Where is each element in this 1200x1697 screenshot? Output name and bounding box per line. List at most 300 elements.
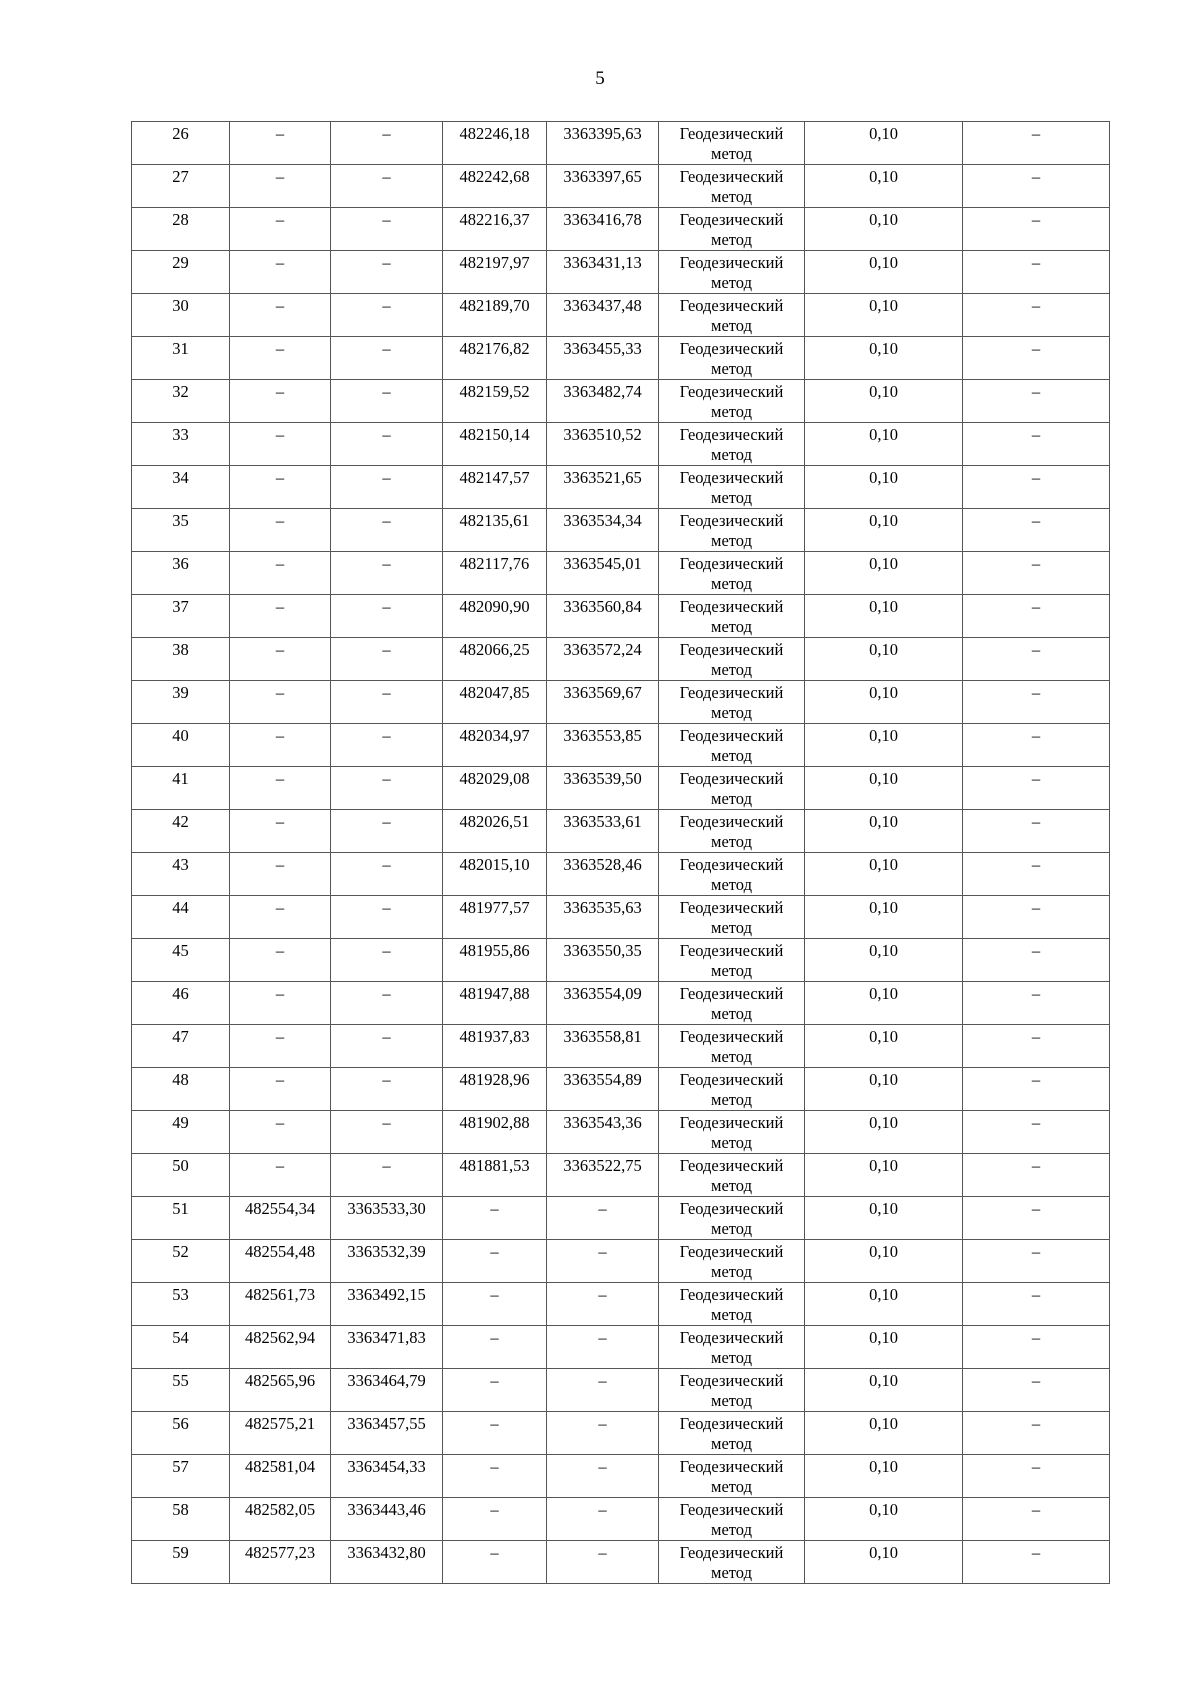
new-x-cell: – <box>443 1326 547 1369</box>
table-row <box>132 595 1110 638</box>
new-y-cell: 3363522,75 <box>547 1154 659 1197</box>
existing-y-cell: – <box>331 294 443 337</box>
existing-y-cell: – <box>331 1068 443 1111</box>
existing-x-cell: 482575,21 <box>230 1412 331 1455</box>
new-x-cell: 482034,97 <box>443 724 547 767</box>
new-y-cell: 3363455,33 <box>547 337 659 380</box>
accuracy-cell: 0,10 <box>805 1283 963 1326</box>
new-x-cell: – <box>443 1283 547 1326</box>
point-number-cell: 32 <box>132 380 230 423</box>
existing-x-cell: 482561,73 <box>230 1283 331 1326</box>
point-number-cell: 27 <box>132 165 230 208</box>
accuracy-cell: 0,10 <box>805 724 963 767</box>
existing-y-cell: – <box>331 165 443 208</box>
existing-y-cell: 3363492,15 <box>331 1283 443 1326</box>
accuracy-cell: 0,10 <box>805 1369 963 1412</box>
point-number-cell: 57 <box>132 1455 230 1498</box>
new-x-cell: 482047,85 <box>443 681 547 724</box>
existing-x-cell: 482562,94 <box>230 1326 331 1369</box>
new-x-cell: 481955,86 <box>443 939 547 982</box>
new-y-cell: 3363553,85 <box>547 724 659 767</box>
point-number-cell: 35 <box>132 509 230 552</box>
method-cell: Геодезический метод <box>659 1025 805 1068</box>
new-y-cell: 3363395,63 <box>547 122 659 165</box>
point-number-cell: 38 <box>132 638 230 681</box>
method-cell: Геодезический метод <box>659 1154 805 1197</box>
new-x-cell: 482242,68 <box>443 165 547 208</box>
new-y-cell: 3363482,74 <box>547 380 659 423</box>
method-cell: Геодезический метод <box>659 122 805 165</box>
new-y-cell: 3363572,24 <box>547 638 659 681</box>
new-y-cell: – <box>547 1197 659 1240</box>
notes-cell: – <box>963 1541 1110 1584</box>
existing-x-cell: – <box>230 423 331 466</box>
notes-cell: – <box>963 251 1110 294</box>
notes-cell: – <box>963 466 1110 509</box>
new-y-cell: 3363528,46 <box>547 853 659 896</box>
existing-y-cell: – <box>331 767 443 810</box>
existing-x-cell: 482565,96 <box>230 1369 331 1412</box>
point-number-cell: 53 <box>132 1283 230 1326</box>
point-number-cell: 41 <box>132 767 230 810</box>
method-cell: Геодезический метод <box>659 509 805 552</box>
new-y-cell: 3363558,81 <box>547 1025 659 1068</box>
table-row <box>132 1369 1110 1412</box>
table-row <box>132 552 1110 595</box>
accuracy-cell: 0,10 <box>805 1412 963 1455</box>
table-row <box>132 896 1110 939</box>
method-cell: Геодезический метод <box>659 681 805 724</box>
new-x-cell: – <box>443 1541 547 1584</box>
accuracy-cell: 0,10 <box>805 423 963 466</box>
new-x-cell: 482150,14 <box>443 423 547 466</box>
existing-y-cell: – <box>331 1154 443 1197</box>
new-y-cell: 3363521,65 <box>547 466 659 509</box>
accuracy-cell: 0,10 <box>805 638 963 681</box>
new-y-cell: – <box>547 1240 659 1283</box>
new-x-cell: 482159,52 <box>443 380 547 423</box>
existing-y-cell: 3363432,80 <box>331 1541 443 1584</box>
accuracy-cell: 0,10 <box>805 1068 963 1111</box>
method-cell: Геодезический метод <box>659 767 805 810</box>
method-cell: Геодезический метод <box>659 1412 805 1455</box>
accuracy-cell: 0,10 <box>805 1326 963 1369</box>
new-x-cell: – <box>443 1197 547 1240</box>
new-y-cell: – <box>547 1283 659 1326</box>
table-row <box>132 294 1110 337</box>
existing-x-cell: – <box>230 853 331 896</box>
method-cell: Геодезический метод <box>659 423 805 466</box>
existing-x-cell: – <box>230 1068 331 1111</box>
method-cell: Геодезический метод <box>659 982 805 1025</box>
new-y-cell: – <box>547 1412 659 1455</box>
new-x-cell: 481947,88 <box>443 982 547 1025</box>
accuracy-cell: 0,10 <box>805 1240 963 1283</box>
table-row <box>132 939 1110 982</box>
method-cell: Геодезический метод <box>659 1455 805 1498</box>
point-number-cell: 52 <box>132 1240 230 1283</box>
new-x-cell: 482135,61 <box>443 509 547 552</box>
accuracy-cell: 0,10 <box>805 208 963 251</box>
existing-x-cell: 482582,05 <box>230 1498 331 1541</box>
method-cell: Геодезический метод <box>659 853 805 896</box>
existing-x-cell: – <box>230 552 331 595</box>
notes-cell: – <box>963 681 1110 724</box>
new-y-cell: 3363534,34 <box>547 509 659 552</box>
new-x-cell: 482189,70 <box>443 294 547 337</box>
notes-cell: – <box>963 208 1110 251</box>
notes-cell: – <box>963 509 1110 552</box>
notes-cell: – <box>963 1068 1110 1111</box>
existing-x-cell: – <box>230 251 331 294</box>
method-cell: Геодезический метод <box>659 595 805 638</box>
point-number-cell: 40 <box>132 724 230 767</box>
method-cell: Геодезический метод <box>659 1498 805 1541</box>
notes-cell: – <box>963 1412 1110 1455</box>
new-y-cell: 3363539,50 <box>547 767 659 810</box>
accuracy-cell: 0,10 <box>805 294 963 337</box>
existing-x-cell: – <box>230 982 331 1025</box>
table-row <box>132 1197 1110 1240</box>
existing-y-cell: – <box>331 1025 443 1068</box>
table-row <box>132 1025 1110 1068</box>
new-y-cell: – <box>547 1498 659 1541</box>
existing-x-cell: – <box>230 638 331 681</box>
notes-cell: – <box>963 1154 1110 1197</box>
existing-x-cell: – <box>230 1111 331 1154</box>
method-cell: Геодезический метод <box>659 165 805 208</box>
point-number-cell: 37 <box>132 595 230 638</box>
existing-y-cell: – <box>331 251 443 294</box>
point-number-cell: 48 <box>132 1068 230 1111</box>
new-x-cell: 481902,88 <box>443 1111 547 1154</box>
existing-y-cell: 3363464,79 <box>331 1369 443 1412</box>
table-row <box>132 337 1110 380</box>
notes-cell: – <box>963 767 1110 810</box>
existing-y-cell: 3363454,33 <box>331 1455 443 1498</box>
new-x-cell: 482090,90 <box>443 595 547 638</box>
new-x-cell: 482117,76 <box>443 552 547 595</box>
table-row <box>132 509 1110 552</box>
point-number-cell: 55 <box>132 1369 230 1412</box>
existing-x-cell: – <box>230 595 331 638</box>
method-cell: Геодезический метод <box>659 337 805 380</box>
new-y-cell: 3363510,52 <box>547 423 659 466</box>
point-number-cell: 45 <box>132 939 230 982</box>
table-row <box>132 208 1110 251</box>
existing-y-cell: 3363533,30 <box>331 1197 443 1240</box>
accuracy-cell: 0,10 <box>805 982 963 1025</box>
point-number-cell: 29 <box>132 251 230 294</box>
table-row <box>132 638 1110 681</box>
new-y-cell: 3363545,01 <box>547 552 659 595</box>
existing-y-cell: – <box>331 724 443 767</box>
method-cell: Геодезический метод <box>659 724 805 767</box>
method-cell: Геодезический метод <box>659 896 805 939</box>
notes-cell: – <box>963 1111 1110 1154</box>
existing-x-cell: – <box>230 294 331 337</box>
point-number-cell: 28 <box>132 208 230 251</box>
new-x-cell: – <box>443 1369 547 1412</box>
new-x-cell: 482015,10 <box>443 853 547 896</box>
table-row <box>132 681 1110 724</box>
accuracy-cell: 0,10 <box>805 552 963 595</box>
table-row <box>132 1240 1110 1283</box>
table-row <box>132 251 1110 294</box>
existing-y-cell: – <box>331 681 443 724</box>
accuracy-cell: 0,10 <box>805 1154 963 1197</box>
method-cell: Геодезический метод <box>659 1541 805 1584</box>
table-row <box>132 982 1110 1025</box>
existing-y-cell: – <box>331 380 443 423</box>
notes-cell: – <box>963 724 1110 767</box>
method-cell: Геодезический метод <box>659 638 805 681</box>
point-number-cell: 30 <box>132 294 230 337</box>
new-y-cell: 3363533,61 <box>547 810 659 853</box>
accuracy-cell: 0,10 <box>805 1197 963 1240</box>
method-cell: Геодезический метод <box>659 251 805 294</box>
method-cell: Геодезический метод <box>659 208 805 251</box>
existing-x-cell: – <box>230 896 331 939</box>
new-y-cell: – <box>547 1326 659 1369</box>
table-row <box>132 810 1110 853</box>
point-number-cell: 54 <box>132 1326 230 1369</box>
coordinates-table <box>131 121 1110 1584</box>
method-cell: Геодезический метод <box>659 552 805 595</box>
new-x-cell: 482216,37 <box>443 208 547 251</box>
notes-cell: – <box>963 552 1110 595</box>
notes-cell: – <box>963 1455 1110 1498</box>
point-number-cell: 43 <box>132 853 230 896</box>
new-y-cell: 3363535,63 <box>547 896 659 939</box>
point-number-cell: 56 <box>132 1412 230 1455</box>
table-row <box>132 122 1110 165</box>
existing-y-cell: 3363471,83 <box>331 1326 443 1369</box>
existing-y-cell: – <box>331 337 443 380</box>
existing-x-cell: – <box>230 509 331 552</box>
new-x-cell: 481977,57 <box>443 896 547 939</box>
existing-x-cell: – <box>230 1154 331 1197</box>
table-row <box>132 466 1110 509</box>
new-x-cell: – <box>443 1455 547 1498</box>
point-number-cell: 33 <box>132 423 230 466</box>
accuracy-cell: 0,10 <box>805 509 963 552</box>
existing-y-cell: – <box>331 208 443 251</box>
existing-x-cell: – <box>230 466 331 509</box>
point-number-cell: 42 <box>132 810 230 853</box>
existing-y-cell: 3363457,55 <box>331 1412 443 1455</box>
new-y-cell: – <box>547 1541 659 1584</box>
notes-cell: – <box>963 939 1110 982</box>
existing-y-cell: – <box>331 466 443 509</box>
page-number: 5 <box>595 68 605 89</box>
table-row <box>132 1154 1110 1197</box>
existing-x-cell: – <box>230 122 331 165</box>
notes-cell: – <box>963 1498 1110 1541</box>
accuracy-cell: 0,10 <box>805 1111 963 1154</box>
existing-x-cell: 482554,34 <box>230 1197 331 1240</box>
table-row <box>132 767 1110 810</box>
existing-y-cell: – <box>331 896 443 939</box>
accuracy-cell: 0,10 <box>805 380 963 423</box>
accuracy-cell: 0,10 <box>805 1455 963 1498</box>
point-number-cell: 50 <box>132 1154 230 1197</box>
existing-x-cell: 482554,48 <box>230 1240 331 1283</box>
existing-x-cell: – <box>230 380 331 423</box>
method-cell: Геодезический метод <box>659 294 805 337</box>
point-number-cell: 39 <box>132 681 230 724</box>
table-row <box>132 1498 1110 1541</box>
new-x-cell: – <box>443 1498 547 1541</box>
method-cell: Геодезический метод <box>659 1283 805 1326</box>
accuracy-cell: 0,10 <box>805 122 963 165</box>
point-number-cell: 59 <box>132 1541 230 1584</box>
existing-y-cell: – <box>331 509 443 552</box>
notes-cell: – <box>963 1240 1110 1283</box>
point-number-cell: 46 <box>132 982 230 1025</box>
existing-y-cell: – <box>331 595 443 638</box>
point-number-cell: 49 <box>132 1111 230 1154</box>
method-cell: Геодезический метод <box>659 1240 805 1283</box>
method-cell: Геодезический метод <box>659 810 805 853</box>
existing-y-cell: – <box>331 982 443 1025</box>
accuracy-cell: 0,10 <box>805 1025 963 1068</box>
method-cell: Геодезический метод <box>659 1111 805 1154</box>
notes-cell: – <box>963 1326 1110 1369</box>
existing-x-cell: – <box>230 1025 331 1068</box>
accuracy-cell: 0,10 <box>805 939 963 982</box>
method-cell: Геодезический метод <box>659 380 805 423</box>
notes-cell: – <box>963 595 1110 638</box>
notes-cell: – <box>963 1025 1110 1068</box>
notes-cell: – <box>963 1197 1110 1240</box>
new-y-cell: – <box>547 1369 659 1412</box>
existing-x-cell: – <box>230 810 331 853</box>
new-x-cell: 481881,53 <box>443 1154 547 1197</box>
new-y-cell: 3363554,89 <box>547 1068 659 1111</box>
existing-x-cell: – <box>230 681 331 724</box>
new-x-cell: 481937,83 <box>443 1025 547 1068</box>
new-y-cell: 3363416,78 <box>547 208 659 251</box>
notes-cell: – <box>963 423 1110 466</box>
notes-cell: – <box>963 1283 1110 1326</box>
table-row <box>132 853 1110 896</box>
existing-y-cell: – <box>331 939 443 982</box>
new-x-cell: – <box>443 1240 547 1283</box>
existing-x-cell: – <box>230 767 331 810</box>
new-x-cell: 482176,82 <box>443 337 547 380</box>
point-number-cell: 47 <box>132 1025 230 1068</box>
existing-y-cell: – <box>331 552 443 595</box>
accuracy-cell: 0,10 <box>805 165 963 208</box>
new-x-cell: – <box>443 1412 547 1455</box>
accuracy-cell: 0,10 <box>805 767 963 810</box>
table-row <box>132 165 1110 208</box>
notes-cell: – <box>963 810 1110 853</box>
table-row <box>132 380 1110 423</box>
existing-y-cell: – <box>331 423 443 466</box>
table-row <box>132 1541 1110 1584</box>
new-x-cell: 482147,57 <box>443 466 547 509</box>
table-row <box>132 1412 1110 1455</box>
notes-cell: – <box>963 896 1110 939</box>
new-x-cell: 482029,08 <box>443 767 547 810</box>
method-cell: Геодезический метод <box>659 1068 805 1111</box>
accuracy-cell: 0,10 <box>805 1498 963 1541</box>
existing-x-cell: – <box>230 208 331 251</box>
new-y-cell: 3363437,48 <box>547 294 659 337</box>
existing-y-cell: – <box>331 122 443 165</box>
existing-y-cell: 3363532,39 <box>331 1240 443 1283</box>
point-number-cell: 58 <box>132 1498 230 1541</box>
accuracy-cell: 0,10 <box>805 1541 963 1584</box>
method-cell: Геодезический метод <box>659 1369 805 1412</box>
method-cell: Геодезический метод <box>659 1326 805 1369</box>
new-y-cell: 3363550,35 <box>547 939 659 982</box>
table-row <box>132 1111 1110 1154</box>
table-row <box>132 1283 1110 1326</box>
existing-y-cell: – <box>331 1111 443 1154</box>
new-x-cell: 482026,51 <box>443 810 547 853</box>
new-y-cell: 3363554,09 <box>547 982 659 1025</box>
existing-x-cell: – <box>230 165 331 208</box>
new-y-cell: 3363431,13 <box>547 251 659 294</box>
notes-cell: – <box>963 982 1110 1025</box>
accuracy-cell: 0,10 <box>805 337 963 380</box>
notes-cell: – <box>963 337 1110 380</box>
notes-cell: – <box>963 165 1110 208</box>
table-row <box>132 1068 1110 1111</box>
method-cell: Геодезический метод <box>659 466 805 509</box>
method-cell: Геодезический метод <box>659 939 805 982</box>
accuracy-cell: 0,10 <box>805 853 963 896</box>
existing-x-cell: – <box>230 337 331 380</box>
new-y-cell: 3363569,67 <box>547 681 659 724</box>
table-row <box>132 724 1110 767</box>
point-number-cell: 36 <box>132 552 230 595</box>
accuracy-cell: 0,10 <box>805 251 963 294</box>
method-cell: Геодезический метод <box>659 1197 805 1240</box>
accuracy-cell: 0,10 <box>805 595 963 638</box>
new-x-cell: 482197,97 <box>443 251 547 294</box>
point-number-cell: 44 <box>132 896 230 939</box>
notes-cell: – <box>963 380 1110 423</box>
table-row <box>132 423 1110 466</box>
notes-cell: – <box>963 1369 1110 1412</box>
new-y-cell: – <box>547 1455 659 1498</box>
table-row <box>132 1455 1110 1498</box>
accuracy-cell: 0,10 <box>805 681 963 724</box>
existing-y-cell: – <box>331 810 443 853</box>
new-x-cell: 482246,18 <box>443 122 547 165</box>
new-y-cell: 3363543,36 <box>547 1111 659 1154</box>
notes-cell: – <box>963 294 1110 337</box>
notes-cell: – <box>963 122 1110 165</box>
accuracy-cell: 0,10 <box>805 810 963 853</box>
accuracy-cell: 0,10 <box>805 466 963 509</box>
existing-y-cell: – <box>331 638 443 681</box>
existing-x-cell: – <box>230 724 331 767</box>
existing-x-cell: 482577,23 <box>230 1541 331 1584</box>
existing-x-cell: 482581,04 <box>230 1455 331 1498</box>
new-y-cell: 3363397,65 <box>547 165 659 208</box>
existing-y-cell: 3363443,46 <box>331 1498 443 1541</box>
new-y-cell: 3363560,84 <box>547 595 659 638</box>
point-number-cell: 34 <box>132 466 230 509</box>
notes-cell: – <box>963 638 1110 681</box>
point-number-cell: 31 <box>132 337 230 380</box>
existing-y-cell: – <box>331 853 443 896</box>
